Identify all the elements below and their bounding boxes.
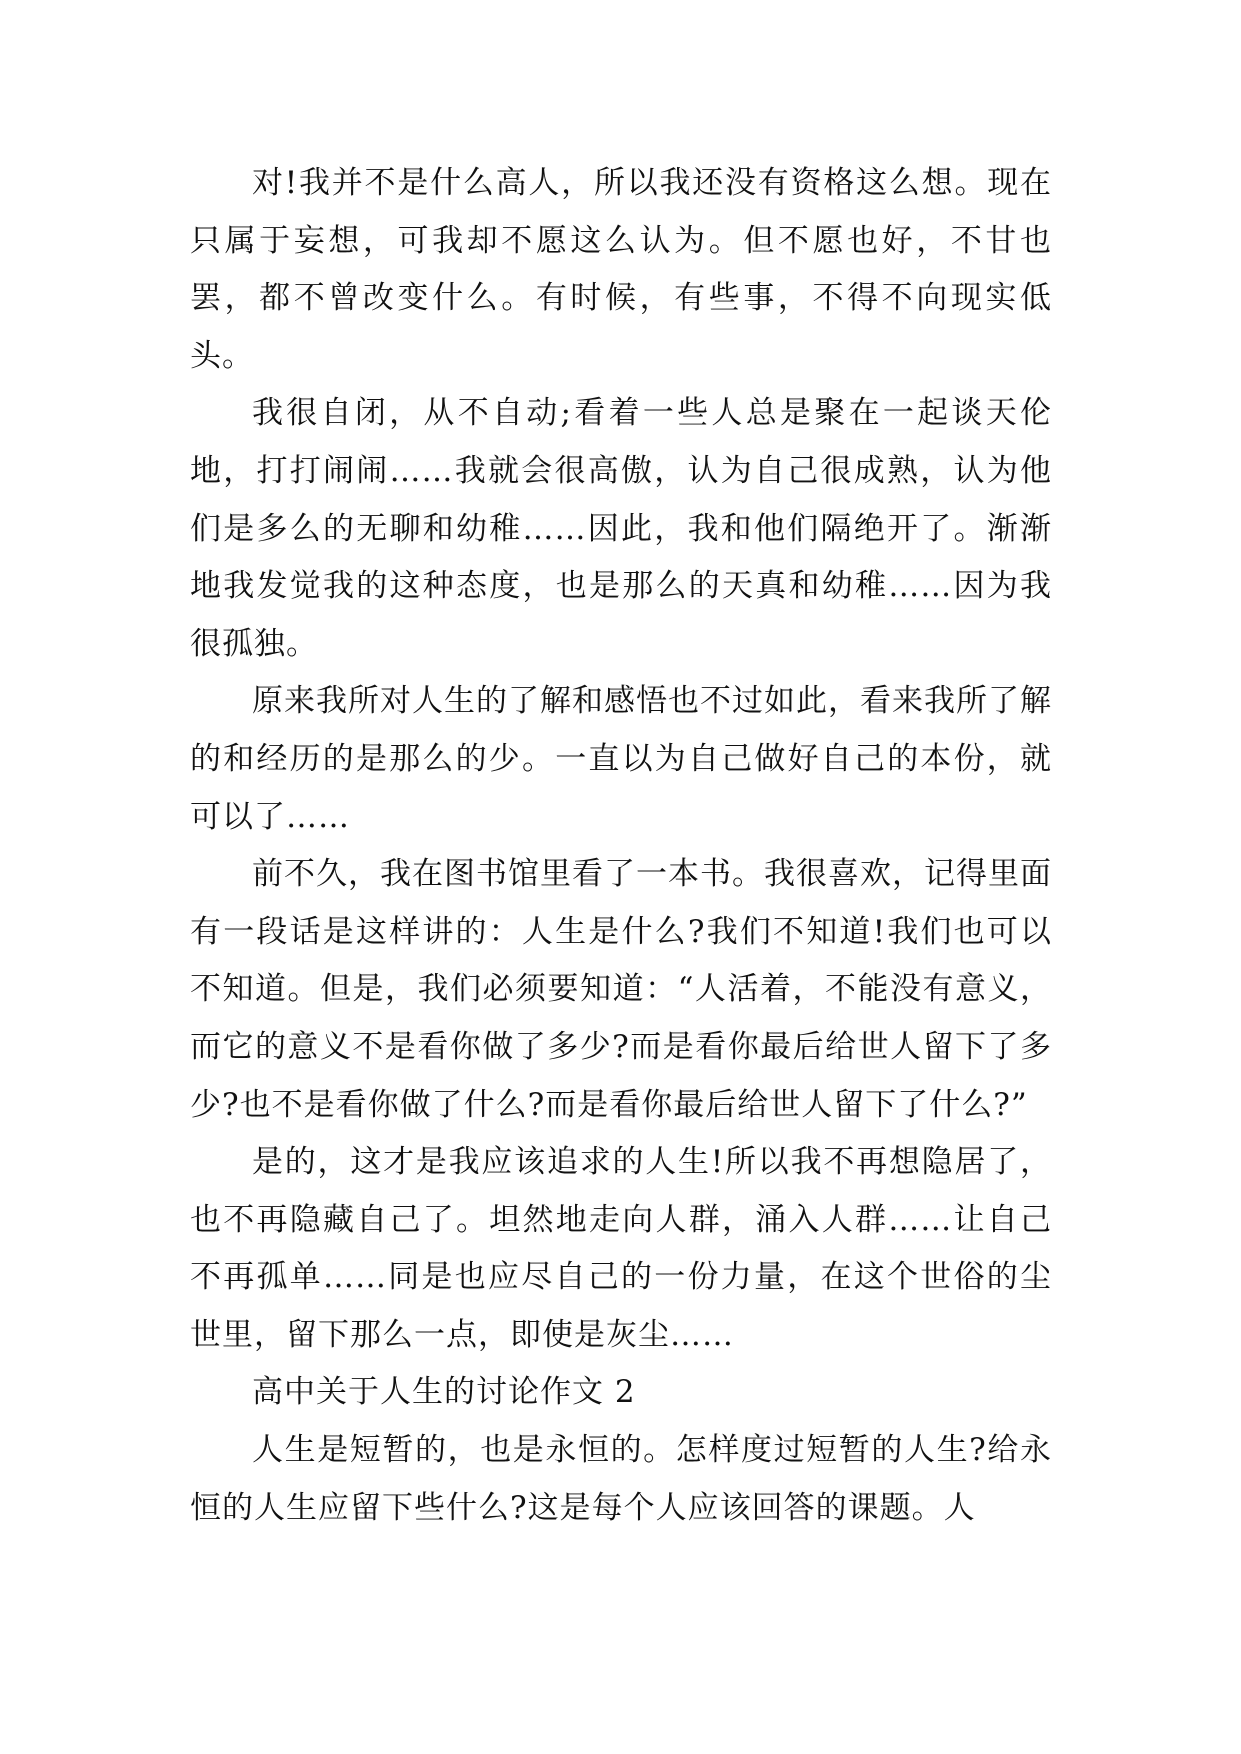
section-heading: 高中关于人生的讨论作文 2 (252, 1374, 636, 1411)
paragraph-3: 原来我所对人生的了解和感悟也不过如此，看来我所了解的和经历的是那么的少。一直以为自己做好自己的本份，就可以了…… (190, 683, 1052, 835)
document-body (190, 155, 1052, 1537)
paragraph-5: 是的，这才是我应该追求的人生!所以我不再想隐居了，也不再隐藏自己了。坦然地走向人群，涌入人群……让自己不再孤单……同是也应尽自己的一份力量，在这个世俗的尘世里，留下那么一点，即使是灰尘…… (190, 1144, 1052, 1353)
paragraph-2: 我很自闭，从不自动;看着一些人总是聚在一起谈天伦地，打打闹闹……我就会很高傲，认为自己很成熟，认为他们是多么的无聊和幼稚……因此，我和他们隔绝开了。渐渐地我发觉我的这种态度，也是那么的天真和幼稚……因为我很孤独。 (190, 395, 1052, 662)
paragraph-4: 前不久，我在图书馆里看了一本书。我很喜欢，记得里面有一段话是这样讲的：人生是什么?我们不知道!我们也可以不知道。但是，我们必须要知道：“人活着，不能没有意义，而它的意义不是看你做了多少?而是看你最后给世人留下了多少?也不是看你做了什么?而是看你最后给世人留下了什么?” (190, 856, 1052, 1123)
paragraph-6: 人生是短暂的，也是永恒的。怎样度过短暂的人生?给永恒的人生应留下些什么?这是每个人应该回答的课题。人 (190, 1432, 1052, 1526)
paragraph-1: 对!我并不是什么高人，所以我还没有资格这么想。现在只属于妄想，可我却不愿这么认为。但不愿也好，不甘也罢，都不曾改变什么。有时候，有些事，不得不向现实低头。 (190, 165, 1052, 374)
